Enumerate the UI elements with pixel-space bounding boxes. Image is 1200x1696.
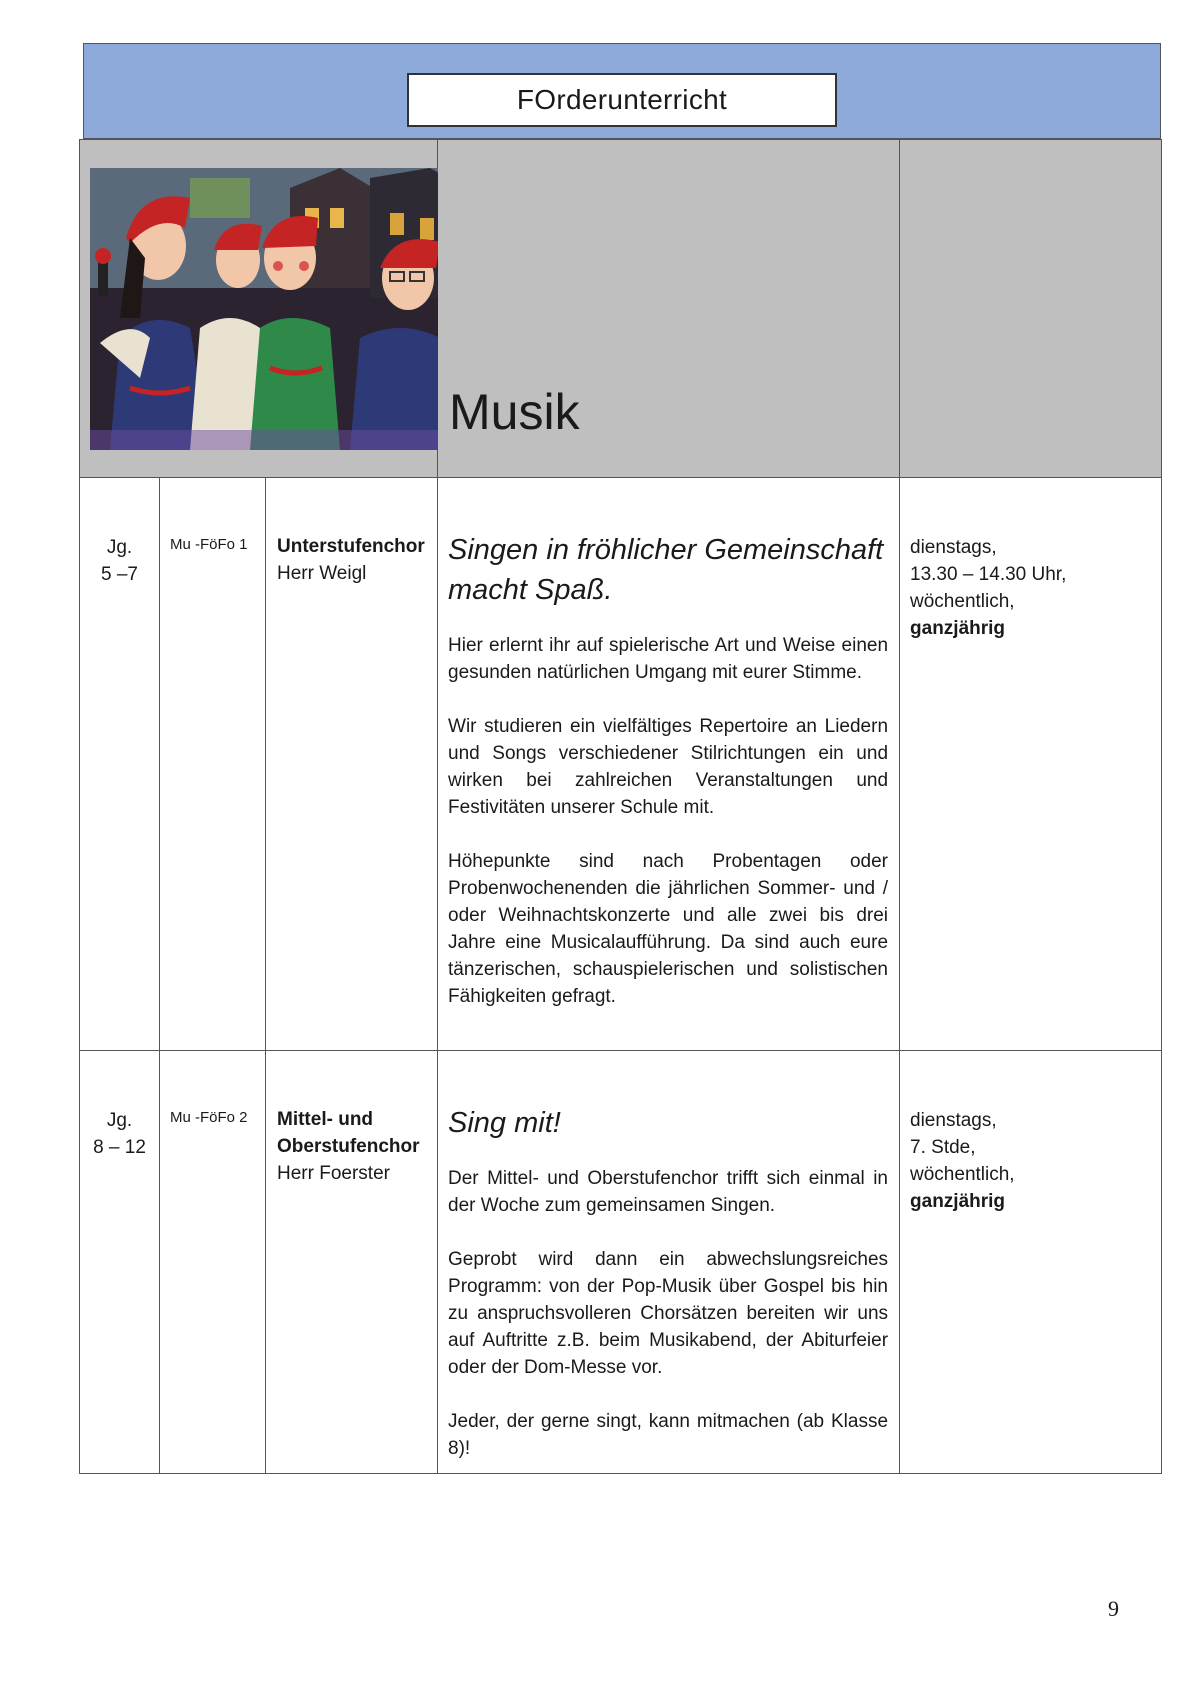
table-row [80, 1051, 1162, 1474]
description-paragraph: Jeder, der gerne singt, kann mitmachen (ab Klasse 8)! [448, 1411, 889, 1459]
header-empty-cell [900, 140, 1162, 478]
course-name-cell [266, 1051, 438, 1474]
grade-cell [80, 1051, 160, 1474]
course-name: Unterstufenchor [277, 536, 425, 557]
schedule-frequency: wöchentlich, [910, 591, 1015, 612]
tagline-line: Sing mit! [448, 1107, 561, 1139]
teacher-name: Herr Weigl [277, 563, 367, 584]
course-name-cell [266, 478, 438, 1051]
subject-header-row [80, 140, 1162, 478]
header-banner [83, 43, 1161, 139]
page-number: 9 [1108, 1596, 1119, 1621]
schedule-frequency: wöchentlich, [910, 1164, 1015, 1185]
course-name: Mittel- und [277, 1109, 374, 1130]
schedule-cell [900, 478, 1162, 1051]
subject-title: Musik [449, 384, 580, 440]
photo-cell [80, 140, 438, 478]
course-tagline [448, 1103, 888, 1143]
description-paragraph: Höhepunkte sind nach Probentagen oder Probenwochenenden die jährlichen Sommer- und / oder Weihnachtskonzerte und alle zwei bis drei Jahre eine Musicalaufführung. Da sind auch eure tänzerischen, schauspielerischen und solistischen Fähigkeiten gefragt. [448, 851, 889, 1007]
course-tagline [448, 530, 888, 610]
description-paragraph: Wir studieren ein vielfältiges Repertoire an Liedern und Songs verschiedener Stilrichtungen ein und wirken bei zahlreichen Veranstaltungen und Festivitäten unserer Schule mit. [448, 716, 889, 818]
choir-performance-photo [90, 168, 466, 450]
description-paragraph: Geprobt wird dann ein abwechslungsreiches Programm: von der Pop-Musik über Gospel bis hin zu anspruchsvolleren Chorsätzen bereiten wir uns auf Auftritte z.B. beim Musikabend, der Abiturfeier oder der Dom-Messe vor. [448, 1249, 889, 1378]
subject-cell [438, 140, 900, 478]
teacher-name: Herr Foerster [277, 1163, 390, 1184]
grade-label: Jg. [106, 537, 133, 558]
description-cell [438, 478, 900, 1051]
course-code: Mu -FöFo 2 [160, 1051, 266, 1474]
schedule-time: 13.30 – 14.30 Uhr, [910, 564, 1067, 585]
description-cell [438, 1051, 900, 1474]
course-code: Mu -FöFo 1 [160, 478, 266, 1051]
schedule-duration: ganzjährig [910, 1191, 1006, 1212]
schedule-time: 7. Stde, [910, 1137, 976, 1158]
tagline-line: macht Spaß. [448, 574, 613, 606]
grade-range: 5 –7 [101, 564, 138, 585]
schedule-day: dienstags, [910, 1110, 997, 1131]
description-paragraph: Der Mittel- und Oberstufenchor trifft sich einmal in der Woche zum gemeinsamen Singen. [448, 1168, 889, 1216]
tagline-line: Singen in fröhlicher Gemeinschaft [448, 534, 884, 566]
table-row [80, 478, 1162, 1051]
grade-cell [80, 478, 160, 1051]
course-name: Oberstufenchor [277, 1136, 420, 1157]
grade-label: Jg. [106, 1110, 133, 1131]
schedule-day: dienstags, [910, 537, 997, 558]
schedule-duration: ganzjährig [910, 618, 1006, 639]
course-table [79, 139, 1162, 1474]
page-title: FOrderunterricht [407, 73, 837, 127]
schedule-cell [900, 1051, 1162, 1474]
description-paragraph: Hier erlernt ihr auf spielerische Art und Weise einen gesunden natürlichen Umgang mit eurer Stimme. [448, 635, 889, 683]
grade-range: 8 – 12 [93, 1137, 146, 1158]
